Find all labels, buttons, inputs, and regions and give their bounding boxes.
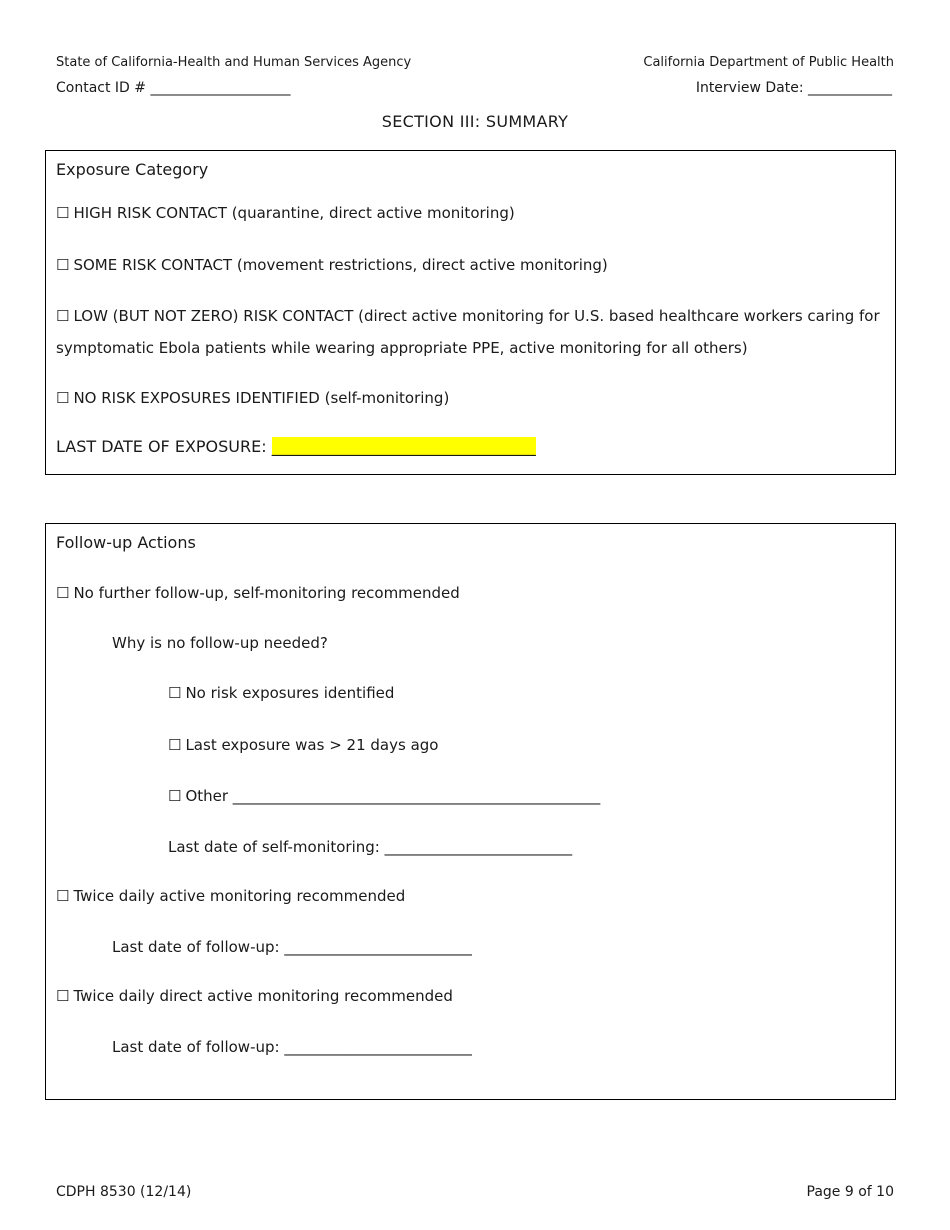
checkbox-icon[interactable]: ☐ bbox=[56, 204, 70, 222]
page-number: Page 9 of 10 bbox=[806, 1184, 894, 1200]
last-followup-date-2[interactable]: Last date of follow-up: _________________________ bbox=[112, 1038, 472, 1056]
form-id: CDPH 8530 (12/14) bbox=[56, 1184, 192, 1200]
last-exposure-label: LAST DATE OF EXPOSURE: bbox=[56, 437, 267, 456]
option-low-risk[interactable]: ☐ LOW (BUT NOT ZERO) RISK CONTACT (direct active monitoring for U.S. based healthcare workers caring for symptomatic Ebola patients while wearing appropriate PPE, active monitoring for all others) bbox=[56, 307, 880, 357]
exposure-category-title: Exposure Category bbox=[56, 160, 209, 179]
option-twice-daily-active[interactable]: ☐ Twice daily active monitoring recommended bbox=[56, 887, 406, 905]
checkbox-icon[interactable]: ☐ bbox=[56, 887, 70, 905]
reason-no-risk[interactable]: ☐ No risk exposures identified bbox=[168, 684, 395, 702]
contact-id-field[interactable]: Contact ID # ____________________ bbox=[56, 80, 291, 96]
last-exposure-input[interactable]: _________________________________ bbox=[271, 437, 536, 456]
interview-date-field[interactable]: Interview Date: ____________ bbox=[695, 80, 892, 96]
section-title: SECTION III: SUMMARY bbox=[381, 112, 569, 131]
checkbox-icon[interactable]: ☐ bbox=[168, 787, 182, 805]
option-some-risk[interactable]: ☐ SOME RISK CONTACT (movement restrictions, direct active monitoring) bbox=[56, 256, 608, 274]
checkbox-icon[interactable]: ☐ bbox=[56, 307, 70, 325]
checkbox-icon[interactable]: ☐ bbox=[56, 389, 70, 407]
checkbox-icon[interactable]: ☐ bbox=[56, 987, 70, 1005]
last-followup-date-1[interactable]: Last date of follow-up: _________________________ bbox=[112, 938, 472, 956]
option-no-further-followup[interactable]: ☐ No further follow-up, self-monitoring recommended bbox=[56, 584, 460, 602]
reason-other[interactable]: ☐ Other _________________________________________________ bbox=[168, 787, 601, 805]
last-self-monitoring-date[interactable]: Last date of self-monitoring: _________________________ bbox=[168, 838, 573, 856]
option-high-risk[interactable]: ☐ HIGH RISK CONTACT (quarantine, direct active monitoring) bbox=[56, 204, 515, 222]
followup-actions-box bbox=[45, 523, 896, 1100]
option-no-risk[interactable]: ☐ NO RISK EXPOSURES IDENTIFIED (self-monitoring) bbox=[56, 389, 450, 407]
department-name: California Department of Public Health bbox=[643, 55, 894, 70]
checkbox-icon[interactable]: ☐ bbox=[168, 684, 182, 702]
checkbox-icon[interactable]: ☐ bbox=[56, 256, 70, 274]
checkbox-icon[interactable]: ☐ bbox=[168, 736, 182, 754]
exposure-category-box bbox=[45, 150, 896, 475]
agency-name: State of California-Health and Human Services Agency bbox=[56, 55, 412, 70]
reason-last-exposure[interactable]: ☐ Last exposure was > 21 days ago bbox=[168, 736, 439, 754]
why-no-followup-label: Why is no follow-up needed? bbox=[112, 634, 328, 652]
followup-actions-title: Follow-up Actions bbox=[56, 533, 196, 552]
option-twice-daily-direct[interactable]: ☐ Twice daily direct active monitoring recommended bbox=[56, 987, 453, 1005]
checkbox-icon[interactable]: ☐ bbox=[56, 584, 70, 602]
last-exposure-date bbox=[56, 437, 536, 457]
